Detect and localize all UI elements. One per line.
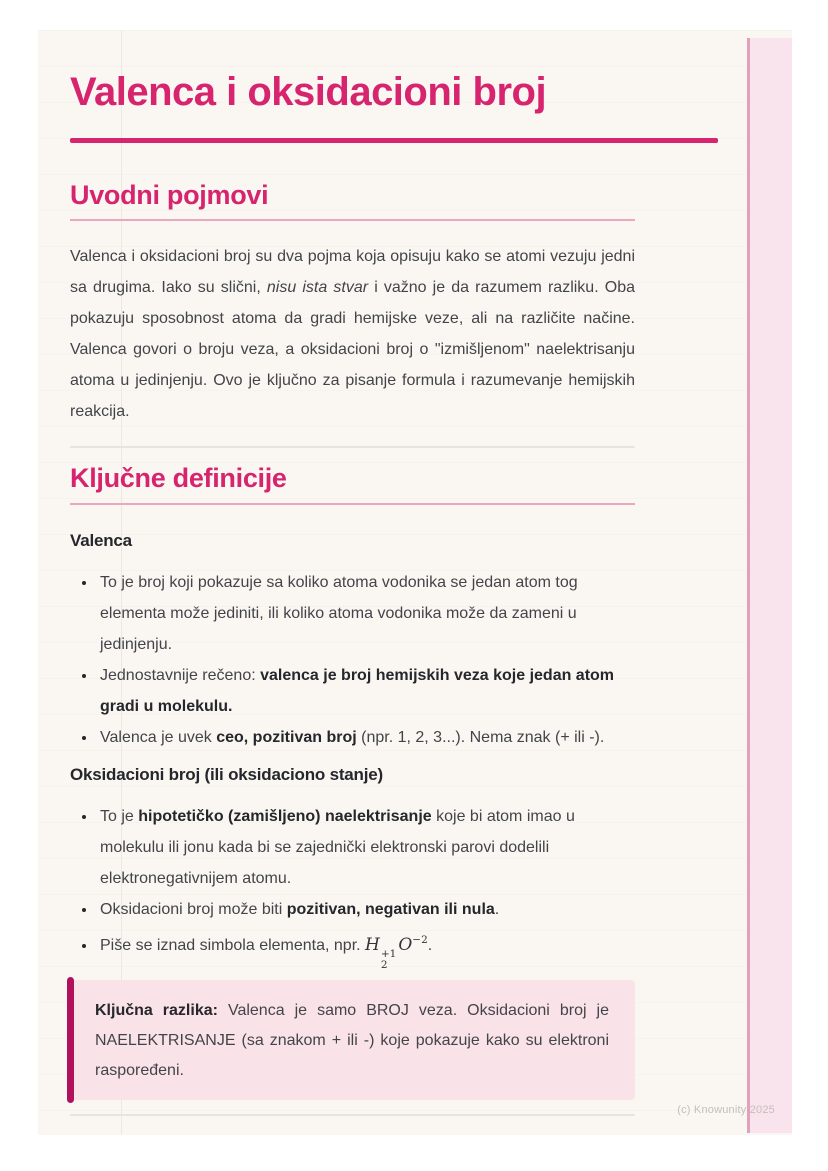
valenca-bullet-list — [70, 567, 635, 753]
bullet-item: • To je broj koji pokazuje sa koliko atoma vodonika se jedan atom tog elementa može jediniti, ili koliko atoma vodonika može da zameni u jedinjenju. — [97, 567, 635, 660]
intro-paragraph: Valenca i oksidacioni broj su dva pojma koja opisuju kako se atomi vezuju jedni sa drugima. Iako su slični, nisu ista stvar i važno je da razumem razliku. Oba pokazuju sposobnost atoma da gradi hemijske veze, ali na različite načine. Valenca govori o broju veza, a oksidacioni broj o "izmišljenom" naelektrisanju atoma u jedinjenju. Ovo je ključno za pisanje formula i razumevanje hemijskih reakcija. — [70, 248, 636, 420]
title-rule — [70, 138, 718, 143]
document-content — [70, 30, 635, 1116]
document-paper — [38, 30, 792, 1135]
footer-divider — [70, 1114, 635, 1116]
section-heading-uvodni: Uvodni pojmovi — [70, 179, 635, 221]
bullet-item: • Oksidacioni broj može biti pozitivan, negativan ili nula. — [97, 894, 635, 925]
pink-side-stripe — [747, 38, 792, 1133]
callout-accent-bar — [67, 977, 74, 1103]
bullet-item: • Jednostavnije rečeno: valenca je broj hemijskih veza koje jedan atom gradi u molekulu. — [97, 660, 635, 722]
bullet-item: • Valenca je uvek ceo, pozitivan broj (npr. 1, 2, 3...). Nema znak (+ ili -). — [97, 722, 635, 753]
section-heading-definicije: Ključne definicije — [70, 462, 635, 505]
subheading-oksidacioni-broj: Oksidacioni broj (ili oksidaciono stanje) — [70, 765, 383, 784]
copyright-footer: (c) Knowunity 2025 — [677, 1104, 775, 1116]
section-kljucne-definicije — [70, 462, 635, 970]
oksidacioni-bullet-list — [70, 801, 635, 970]
section-uvodni-pojmovi — [70, 179, 635, 427]
callout-text: Ključna razlika: Valenca je samo BROJ veza. Oksidacioni broj je NAELEKTRISANJE (sa znakom + ili -) koje pokazuje kako su elektroni raspoređeni. — [95, 1002, 610, 1079]
subheading-valenca: Valenca — [70, 531, 132, 550]
bullet-item: • Piše se iznad simbola elementa, npr. H +1 2 $O^{-2}$. — [97, 925, 635, 970]
section-divider — [70, 446, 635, 448]
bullet-item: • To je hipotetičko (zamišljeno) naelektrisanje koje bi atom imao u molekulu ili jonu kada bi se zajednički elektronski parovi dodelili elektronegativnijem atomu. — [97, 801, 635, 894]
page-title: Valenca i oksidacioni broj — [70, 70, 547, 114]
key-difference-callout — [67, 980, 635, 1100]
